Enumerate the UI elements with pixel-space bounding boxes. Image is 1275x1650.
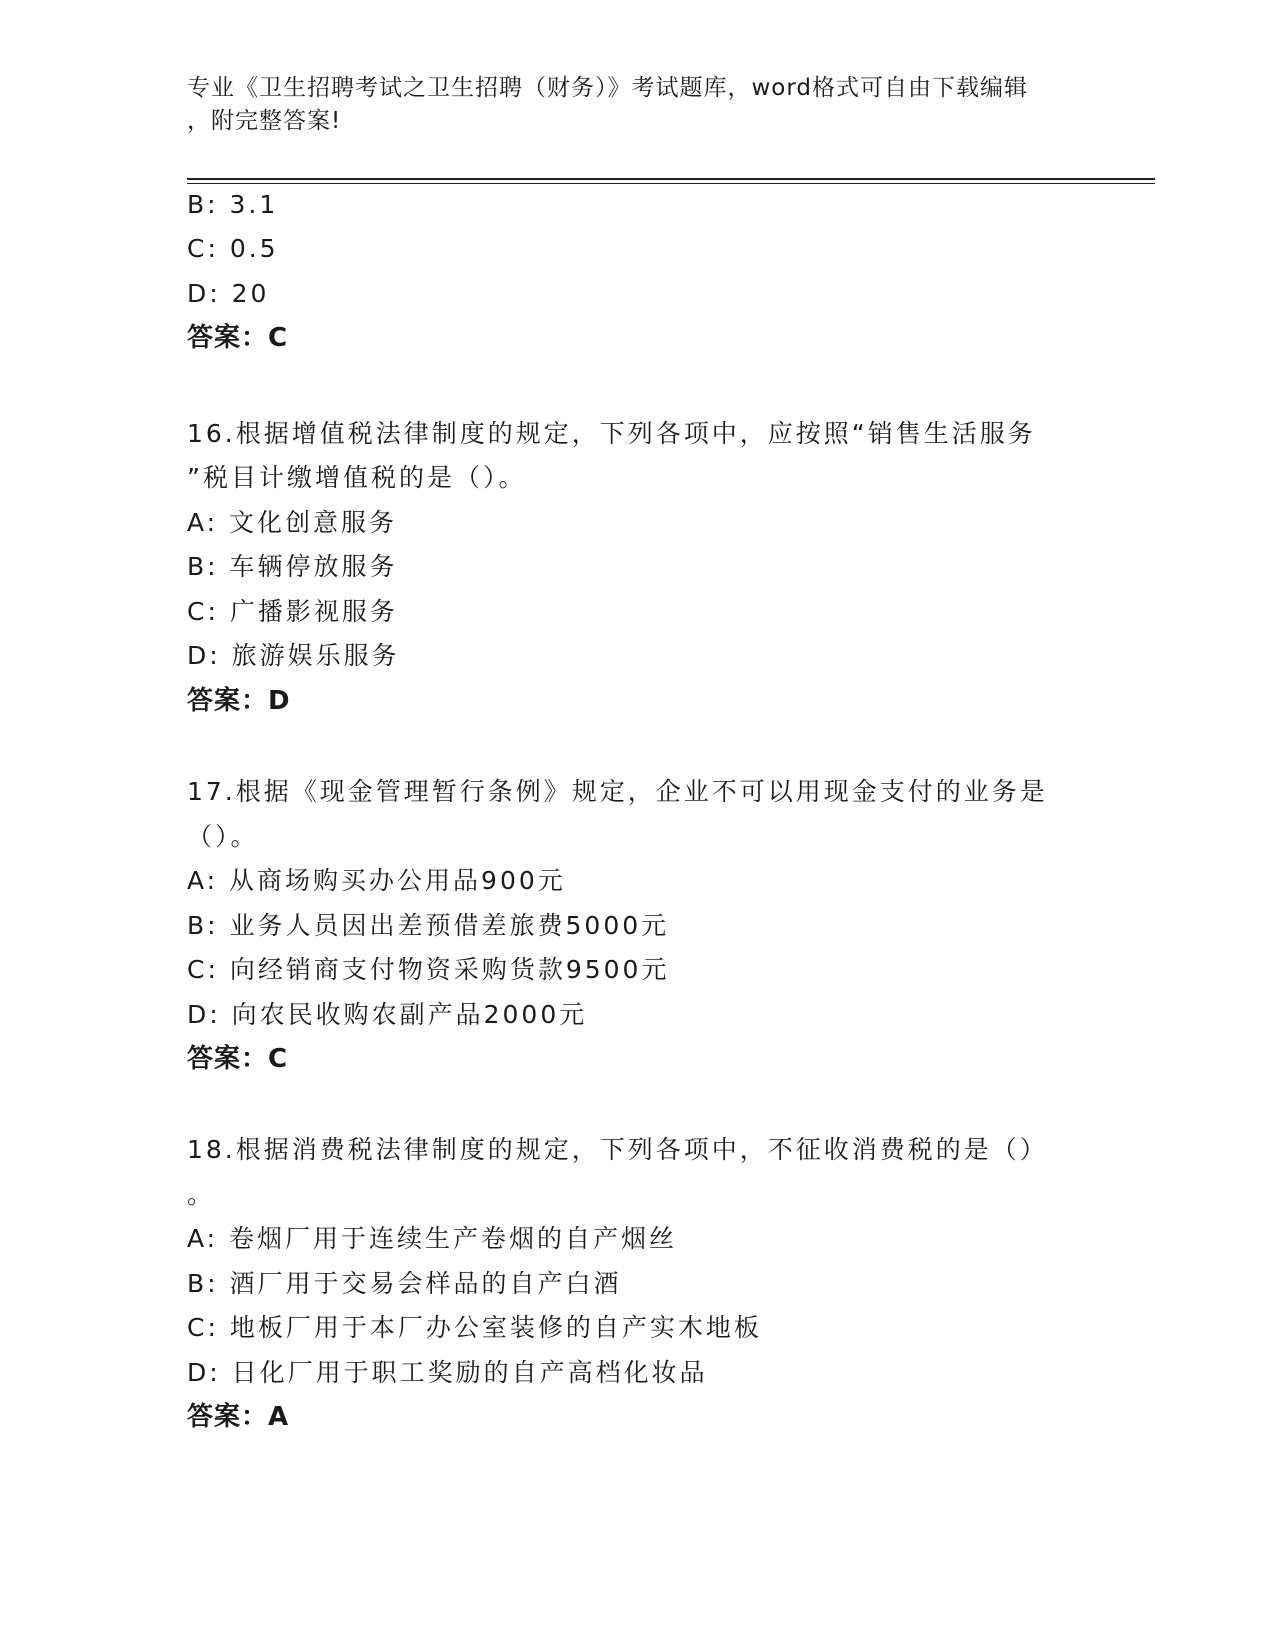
header-rule-thick bbox=[187, 178, 1155, 180]
q15-option-c: C: 0.5 bbox=[187, 234, 279, 263]
q16-option-a: A: 文化创意服务 bbox=[187, 508, 398, 537]
q17-stem-line2: （）。 bbox=[187, 822, 259, 851]
header-title-line2: ，附完整答案! bbox=[187, 108, 342, 134]
q18-stem-line1: 18.根据消费税法律制度的规定，下列各项中，不征收消费税的是（） bbox=[187, 1135, 1048, 1164]
q17-stem-line1: 17.根据《现金管理暂行条例》规定，企业不可以用现金支付的业务是 bbox=[187, 777, 1048, 806]
q15-option-b: B: 3.1 bbox=[187, 190, 279, 219]
q16-option-d: D: 旅游娱乐服务 bbox=[187, 641, 400, 670]
q18-option-c: C: 地板厂用于本厂办公室装修的自产实木地板 bbox=[187, 1313, 762, 1342]
q17-answer: 答案：C bbox=[187, 1044, 289, 1074]
q18-option-b: B: 酒厂用于交易会样品的自产白酒 bbox=[187, 1269, 622, 1298]
page-header bbox=[187, 72, 1067, 138]
q17-option-d: D: 向农民收购农副产品2000元 bbox=[187, 1000, 588, 1029]
header-rule-thin bbox=[187, 183, 1155, 184]
q18-answer: 答案：A bbox=[187, 1402, 290, 1432]
q16-option-b: B: 车辆停放服务 bbox=[187, 552, 398, 581]
q18-stem-line2: 。 bbox=[187, 1180, 216, 1209]
header-title-line1: 专业《卫生招聘考试之卫生招聘（财务）》考试题库，word格式可自由下载编辑 bbox=[187, 75, 1029, 101]
q17-option-c: C: 向经销商支付物资采购货款9500元 bbox=[187, 955, 670, 984]
q15-option-d: D: 20 bbox=[187, 279, 270, 308]
q16-stem-line2: ”税目计缴增值税的是（）。 bbox=[187, 463, 527, 492]
q16-option-c: C: 广播影视服务 bbox=[187, 597, 398, 626]
q17-option-b: B: 业务人员因出差预借差旅费5000元 bbox=[187, 911, 670, 940]
q16-stem-line1: 16.根据增值税法律制度的规定，下列各项中，应按照“销售生活服务 bbox=[187, 419, 1036, 448]
q18-option-d: D: 日化厂用于职工奖励的自产高档化妆品 bbox=[187, 1358, 708, 1387]
q17-option-a: A: 从商场购买办公用品900元 bbox=[187, 866, 566, 895]
q15-answer: 答案：C bbox=[187, 323, 289, 353]
q18-option-a: A: 卷烟厂用于连续生产卷烟的自产烟丝 bbox=[187, 1224, 678, 1253]
q16-answer: 答案：D bbox=[187, 686, 291, 716]
